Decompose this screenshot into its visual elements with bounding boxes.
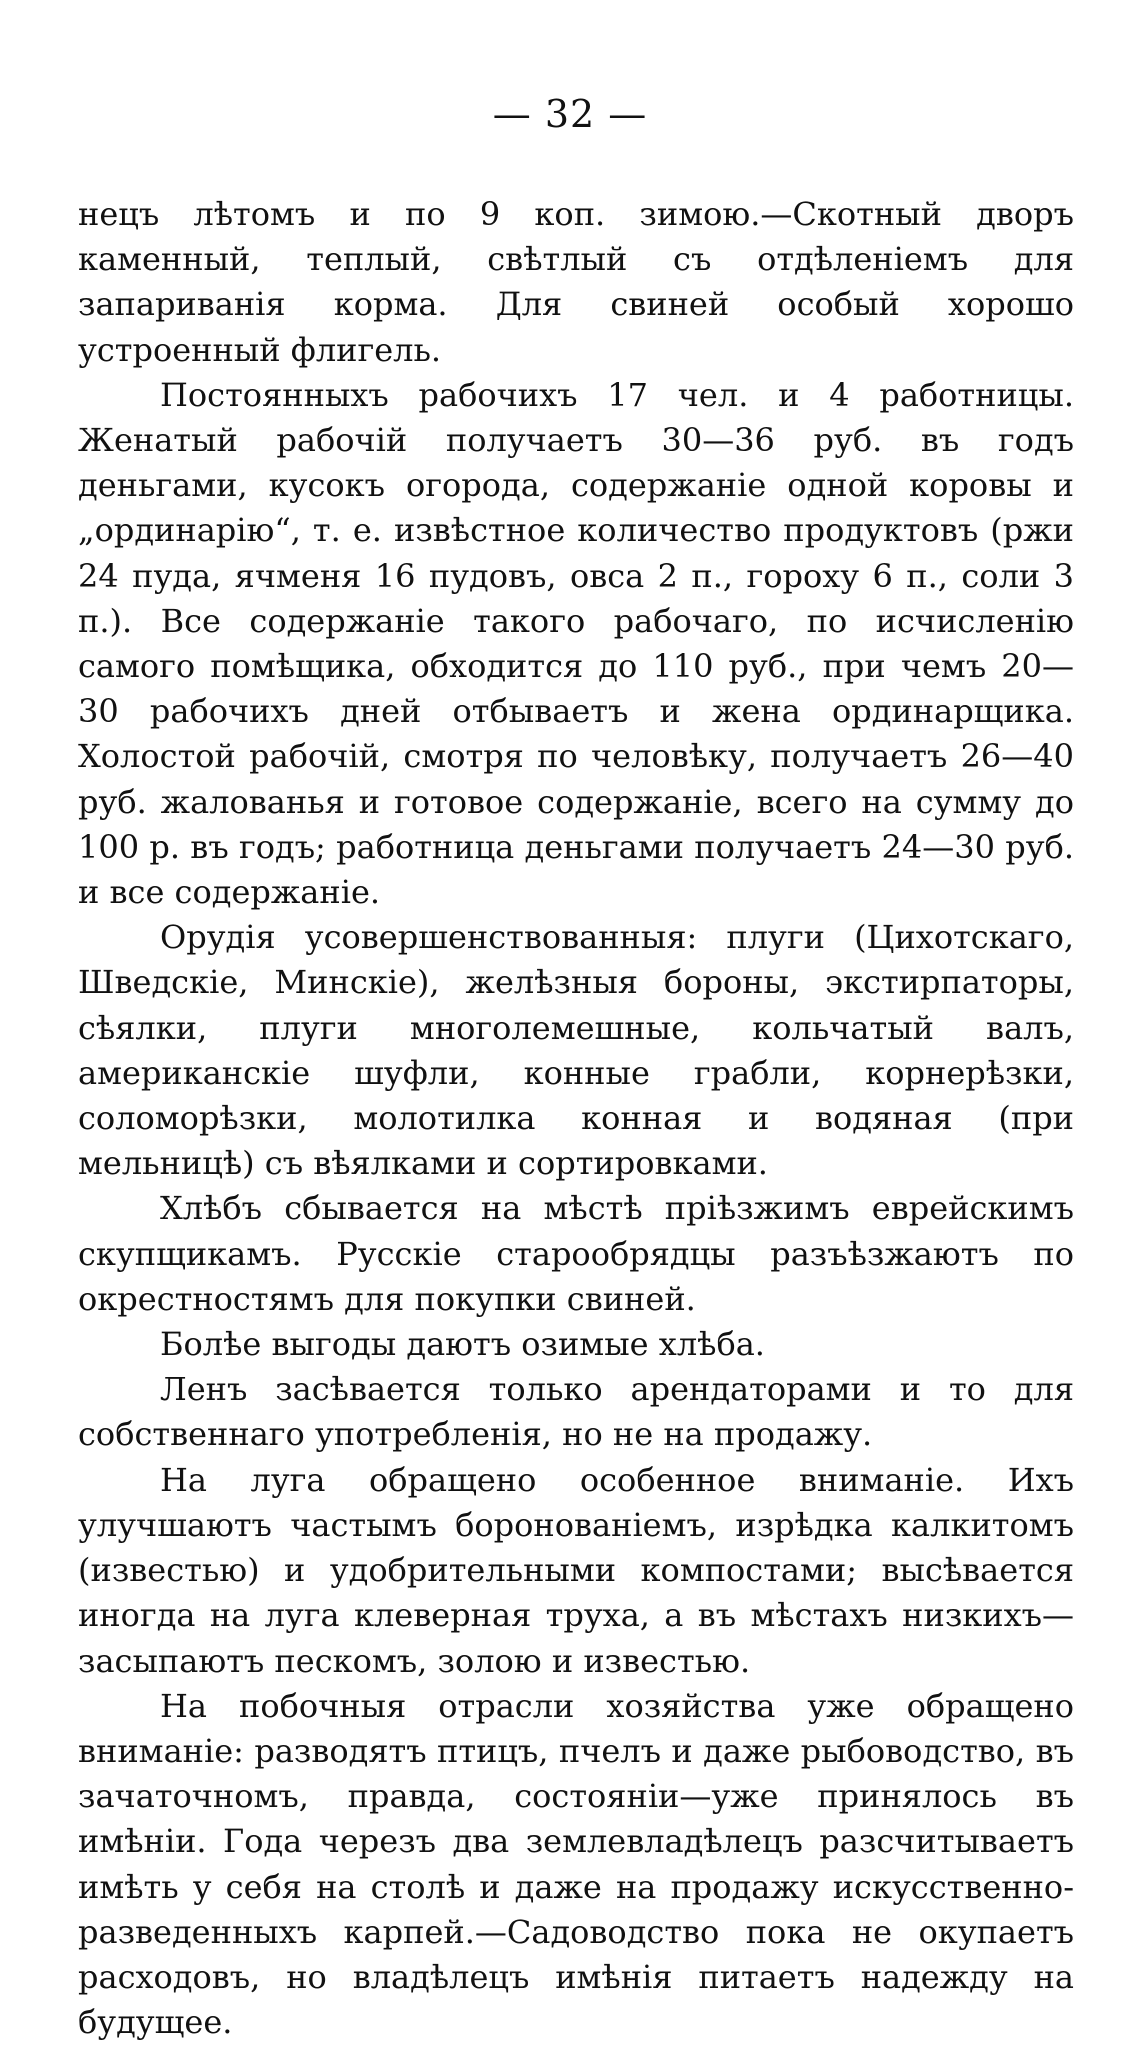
paragraph-4: Хлѣбъ сбывается на мѣстѣ пріѣзжимъ еврейскимъ скупщикамъ. Русскіе старообрядцы разъѣзжаютъ по окрестностямъ для покупки свиней. [78, 1189, 1074, 1318]
body-text [78, 192, 1074, 2045]
paragraph-1: нецъ лѣтомъ и по 9 коп. зимою.—Скотный дворъ каменный, теплый, свѣтлый съ отдѣленіемъ для запариванія корма. Для свиней особый хорошо устроенный флигель. [78, 195, 1074, 369]
paragraph-8: На побочныя отрасли хозяйства уже обращено вниманіе: разводятъ птицъ, пчелъ и даже рыбоводство, въ зачаточномъ, правда, состояніи—уже принялось въ имѣніи. Года черезъ два землевладѣлецъ разсчитываетъ имѣть у себя на столѣ и даже на продажу искусственно-разведенныхъ карпей.—Садоводство пока не окупаетъ расходовъ, но владѣлецъ имѣнія питаетъ надежду на будущее. [78, 1686, 1074, 2042]
page-number: — 32 — [492, 92, 648, 136]
paragraph-5: Болѣе выгоды даютъ озимые хлѣба. [160, 1325, 765, 1364]
paragraph-6: Ленъ засѣвается только арендаторами и то для собственнаго употребленія, но не на продажу. [78, 1370, 1074, 1454]
paragraph-3: Орудія усовершенствованныя: плуги (Цихотскаго, Шведскіе, Минскіе), желѣзныя бороны, экстирпаторы, сѣялки, плуги многолемешные, кольчатый валъ, американскіе шуфли, конные грабли, корнерѣзки, соломорѣзки, молотилка конная и водяная (при мельницѣ) съ вѣялками и сортировками. [78, 918, 1074, 1183]
paragraph-2: Постоянныхъ рабочихъ 17 чел. и 4 работницы. Женатый рабочій получаетъ 30—36 руб. въ годъ деньгами, кусокъ огорода, содержаніе одной коровы и „ординарію“, т. е. извѣстное количество продуктовъ (ржи 24 пуда, ячменя 16 пудовъ, овса 2 п., гороху 6 п., соли 3 п.). Все содержаніе такого рабочаго, по исчисленію самого помѣщика, обходится до 110 руб., при чемъ 20—30 рабочихъ дней отбываетъ и жена ординарщика. Холостой рабочій, смотря по человѣку, получаетъ 26—40 руб. жалованья и готовое содержаніе, всего на сумму до 100 р. въ годъ; работница деньгами получаетъ 24—30 руб. и все содержаніе. [78, 375, 1074, 912]
paragraph-7: На луга обращено особенное вниманіе. Ихъ улучшаютъ частымъ боронованіемъ, изрѣдка калкитомъ (известью) и удобрительными компостами; высѣвается иногда на луга клеверная труха, а въ мѣстахъ низкихъ—засыпаютъ пескомъ, золою и известью. [78, 1460, 1074, 1680]
